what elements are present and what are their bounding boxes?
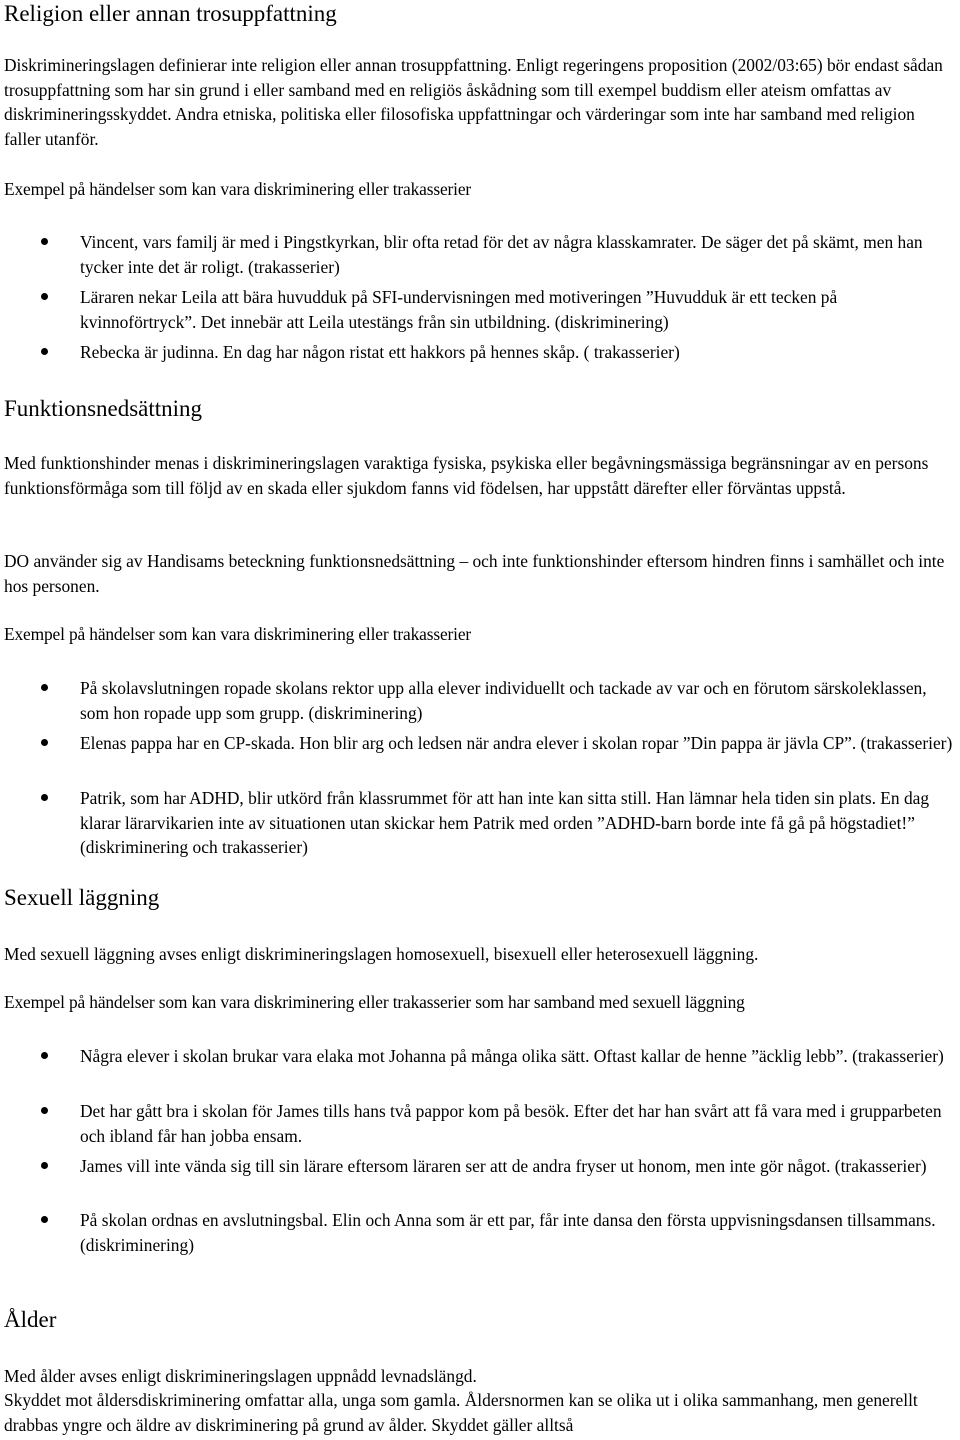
- disability-section: [4, 395, 946, 423]
- list-item: [0, 1099, 956, 1148]
- disability-terminology: [4, 549, 946, 598]
- list-item: [0, 340, 956, 365]
- list-item: [0, 786, 956, 860]
- bullet-icon: [41, 1162, 48, 1169]
- religion-definition-text: Diskrimineringslagen definierar inte religion eller annan trosuppfattning. Enligt regeringens proposition (2002/03:65) bör endast sådan trosuppfattning som har sin grund i eller samband med en religiös åskådning som till exempel buddism eller ateism omfattas av diskrimineringsskyddet. Andra etniska, politiska eller filosofiska uppfattningar och värderingar som inte har samband med religion faller utanför.: [4, 55, 943, 149]
- list-item-text: Det har gått bra i skolan för James tills hans två pappor kom på besök. Efter det har han svårt att få vara med i grupparbeten och ibland får han jobba ensam.: [80, 1101, 942, 1146]
- orientation-section: [4, 884, 946, 912]
- list-item-text: Läraren nekar Leila att bära huvudduk på SFI-undervisningen med motiveringen ”Huvudduk är ett tecken på kvinnoförtryck”. Det innebär att Leila utestängs från sin utbildning. (diskriminering): [80, 287, 838, 332]
- religion-section: [4, 0, 946, 28]
- age-protection: [4, 1388, 946, 1437]
- religion-examples-lead: [4, 177, 946, 202]
- list-item: [0, 285, 956, 334]
- bullet-icon: [41, 684, 48, 691]
- age-definition: [4, 1364, 946, 1389]
- list-item-text: Några elever i skolan brukar vara elaka mot Johanna på många olika sätt. Oftast kallar de henne ”äcklig lebb”. (trakasserier): [80, 1046, 944, 1066]
- list-item: [0, 1044, 956, 1069]
- age-definition-text: Med ålder avses enligt diskrimineringslagen uppnådd levnadslängd.: [4, 1366, 477, 1386]
- bullet-icon: [41, 1107, 48, 1114]
- orientation-examples-lead-text: Exempel på händelser som kan vara diskriminering eller trakasserier som har samband med sexuell läggning: [4, 992, 745, 1012]
- orientation-definition-text: Med sexuell läggning avses enligt diskrimineringslagen homosexuell, bisexuell eller heterosexuell läggning.: [4, 944, 759, 964]
- list-item-text: Patrik, som har ADHD, blir utkörd från klassrummet för att han inte kan sitta still. Han lämnar hela tiden sin plats. En dag klarar lärarvikarien inte av situationen utan skickar hem Patrik med orden ”ADHD-barn borde inte få gå på högstadiet!” (diskriminering och trakasserier): [80, 788, 930, 857]
- list-item: [0, 1154, 956, 1179]
- disability-examples-lead-text: Exempel på händelser som kan vara diskriminering eller trakasserier: [4, 624, 472, 644]
- list-item-text: Elenas pappa har en CP-skada. Hon blir arg och ledsen när andra elever i skolan ropar ”Din pappa är jävla CP”. (trakasserier): [80, 733, 953, 753]
- list-item: [0, 230, 956, 279]
- disability-definition: [4, 451, 946, 500]
- list-item: [0, 676, 956, 725]
- list-item-text: Rebecka är judinna. En dag har någon ristat ett hakkors på hennes skåp. ( trakasserier): [80, 342, 680, 362]
- list-item-text: Vincent, vars familj är med i Pingstkyrkan, blir ofta retad för det av några klasskamrater. De säger det på skämt, men han tycker inte det är roligt. (trakasserier): [80, 232, 923, 277]
- disability-heading: Funktionsnedsättning: [4, 396, 203, 421]
- orientation-examples-lead: [4, 990, 946, 1015]
- bullet-icon: [41, 1052, 48, 1059]
- disability-definition-text: Med funktionshinder menas i diskrimineringslagen varaktiga fysiska, psykiska eller begåvningsmässiga begränsningar av en persons funktionsförmåga som till följd av en skada eller sjukdom fanns vid födelsen, har uppstått därefter eller förväntas uppstå.: [4, 453, 929, 498]
- religion-definition: [4, 53, 946, 151]
- bullet-icon: [41, 238, 48, 245]
- disability-examples-lead: [4, 622, 946, 647]
- age-section: [4, 1306, 946, 1334]
- list-item-text: På skolan ordnas en avslutningsbal. Elin och Anna som är ett par, får inte dansa den första uppvisningsdansen tillsammans. (diskriminering): [80, 1210, 936, 1255]
- bullet-icon: [41, 739, 48, 746]
- age-heading: Ålder: [4, 1307, 57, 1332]
- age-protection-text: Skyddet mot åldersdiskriminering omfattar alla, unga som gamla. Åldersnormen kan se olika ut i olika sammanhang, men generellt drabbas yngre och äldre av diskriminering på grund av ålder. Skyddet gäller alltså: [4, 1390, 918, 1435]
- disability-terminology-text: DO använder sig av Handisams beteckning funktionsnedsättning – och inte funktionshinder eftersom hindren finns i samhället och inte hos personen.: [4, 551, 945, 596]
- list-item-text: James vill inte vända sig till sin lärare eftersom läraren ser att de andra fryser ut honom, men inte gör något. (trakasserier): [80, 1156, 927, 1176]
- bullet-icon: [41, 293, 48, 300]
- list-item: [0, 731, 956, 756]
- bullet-icon: [41, 348, 48, 355]
- bullet-icon: [41, 1216, 48, 1223]
- orientation-definition: [4, 942, 946, 967]
- list-item-text: På skolavslutningen ropade skolans rektor upp alla elever individuellt och tackade av var och en förutom särskoleklassen, som hon ropade upp som grupp. (diskriminering): [80, 678, 927, 723]
- religion-examples-lead-text: Exempel på händelser som kan vara diskriminering eller trakasserier: [4, 179, 472, 199]
- bullet-icon: [41, 794, 48, 801]
- list-item: [0, 1208, 956, 1257]
- orientation-heading: Sexuell läggning: [4, 885, 160, 910]
- religion-heading: Religion eller annan trosuppfattning: [4, 1, 337, 26]
